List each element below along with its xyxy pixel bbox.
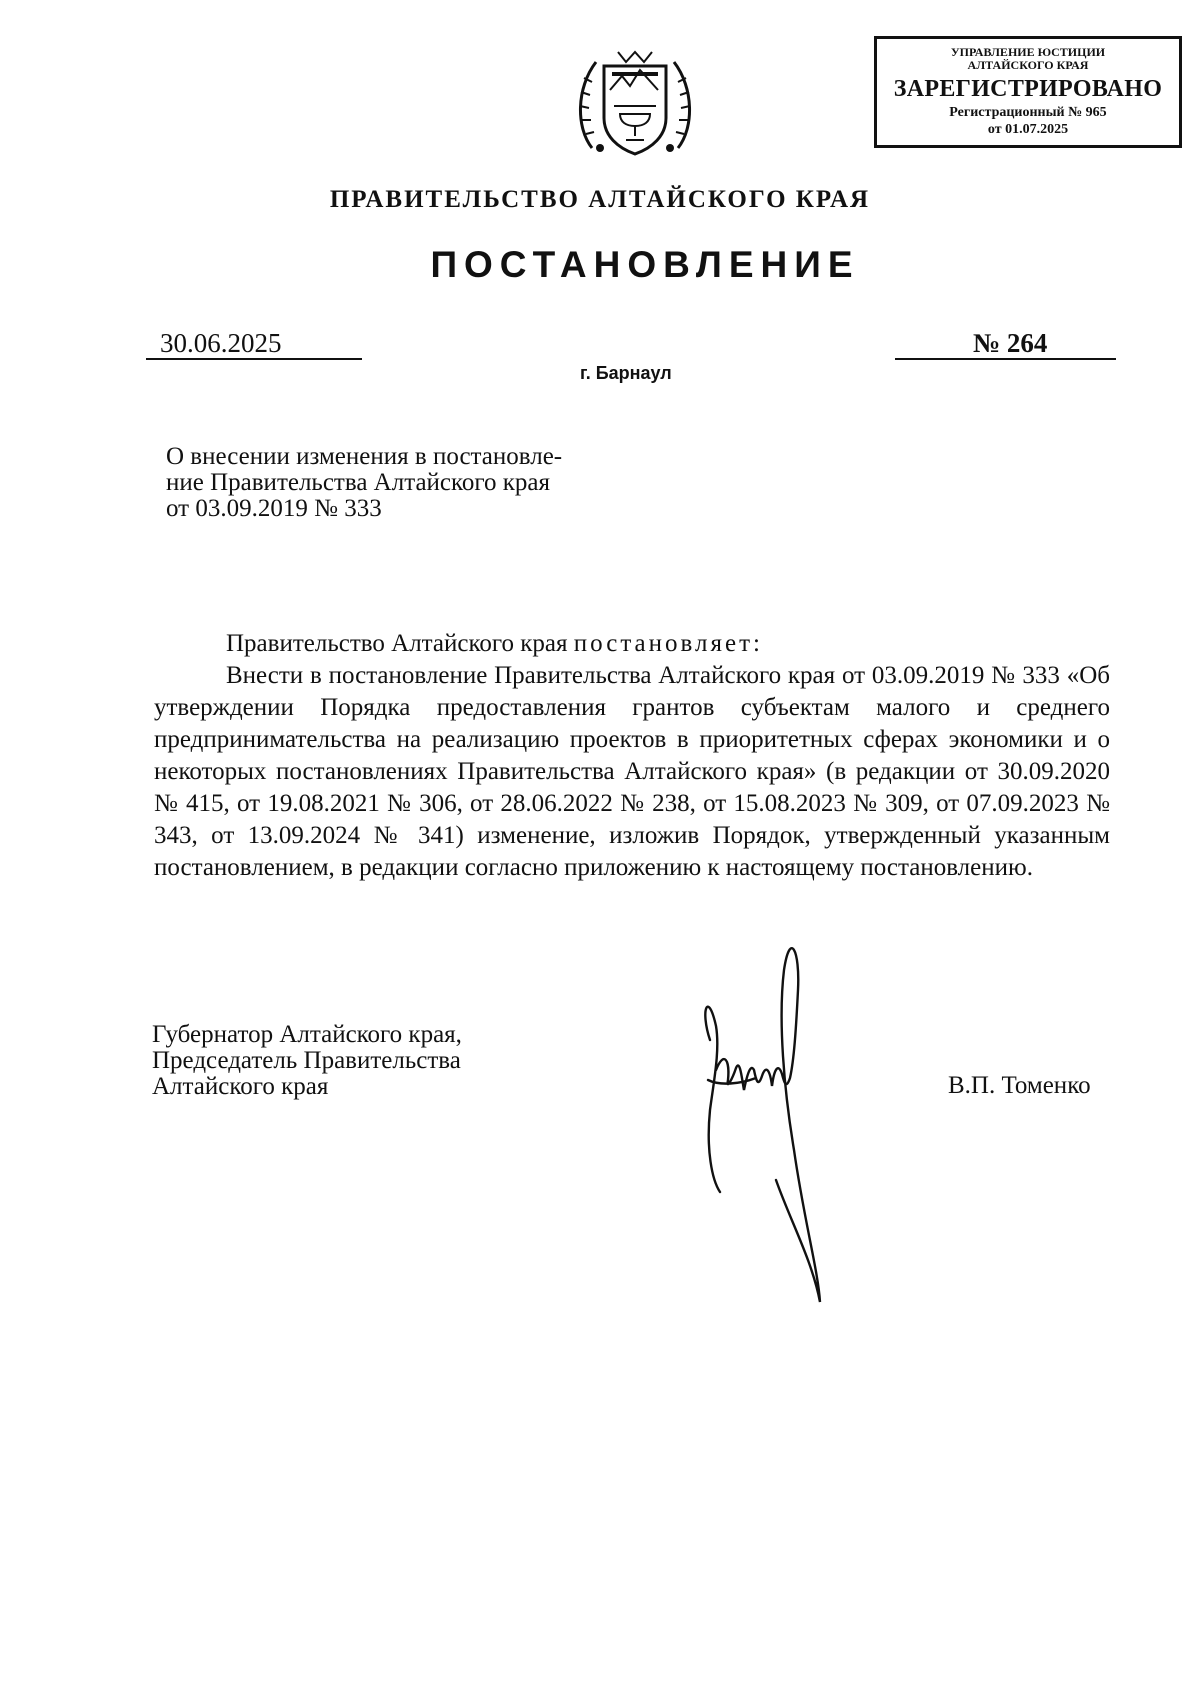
- subject-line: О внесении изменения в постановле-: [166, 443, 563, 470]
- signer-title-line: Губернатор Алтайского края,: [152, 1021, 462, 1048]
- document-date: 30.06.2025: [146, 328, 362, 360]
- coat-of-arms-icon: [574, 48, 696, 160]
- document-city: г. Барнаул: [580, 363, 672, 383]
- signer-title-line: Алтайского края: [152, 1073, 329, 1100]
- document-number: № 264: [895, 328, 1116, 360]
- issuing-authority: ПРАВИТЕЛЬСТВО АЛТАЙСКОГО КРАЯ: [329, 186, 871, 213]
- document-body: [154, 628, 1110, 884]
- stamp-registration-number: Регистрационный № 965: [949, 105, 1107, 120]
- subject-line: ние Правительства Алтайского края: [166, 469, 551, 496]
- registration-stamp: [874, 36, 1182, 148]
- stamp-date: от 01.07.2025: [987, 122, 1069, 137]
- intro-keyword: постановляет:: [573, 630, 763, 657]
- stamp-agency: УПРАВЛЕНИЕ ЮСТИЦИИ: [950, 45, 1106, 59]
- document-subject: [166, 444, 636, 522]
- stamp-status: ЗАРЕГИСТРИРОВАНО: [893, 76, 1163, 102]
- intro-text: Правительство Алтайского края: [226, 630, 574, 657]
- signer-title-line: Председатель Правительства: [152, 1047, 461, 1074]
- resolution-paragraph: Внести в постановление Правительства Алтайского края от 03.09.2019 № 333 «Об утверждении Порядка предоставления грантов субъектам малого и среднего предпринимательства на реализацию проектов в приоритетных сферах экономики и о некоторых постановлениях Правительства Алтайского края» (в редакции от 30.09.2020 № 415, от 19.08.2021 № 306, от 28.06.2022 № 238, от 15.08.2023 № 309, от 07.09.2023 № 343, от 13.09.2024 № 341) изменение, изложив Порядок, утвержденный указанным постановлением, в редакции согласно приложению к настоящему постановлению.: [154, 662, 1110, 881]
- handwritten-signature: [680, 930, 860, 1310]
- resolution-intro: [154, 628, 1110, 660]
- signer-name: В.П. Томенко: [948, 1072, 1091, 1099]
- document-type: ПОСТАНОВЛЕНИЕ: [430, 244, 860, 285]
- signer-title: [152, 1022, 572, 1100]
- subject-line: от 03.09.2019 № 333: [166, 495, 382, 522]
- stamp-region: АЛТАЙСКОГО КРАЯ: [967, 58, 1089, 72]
